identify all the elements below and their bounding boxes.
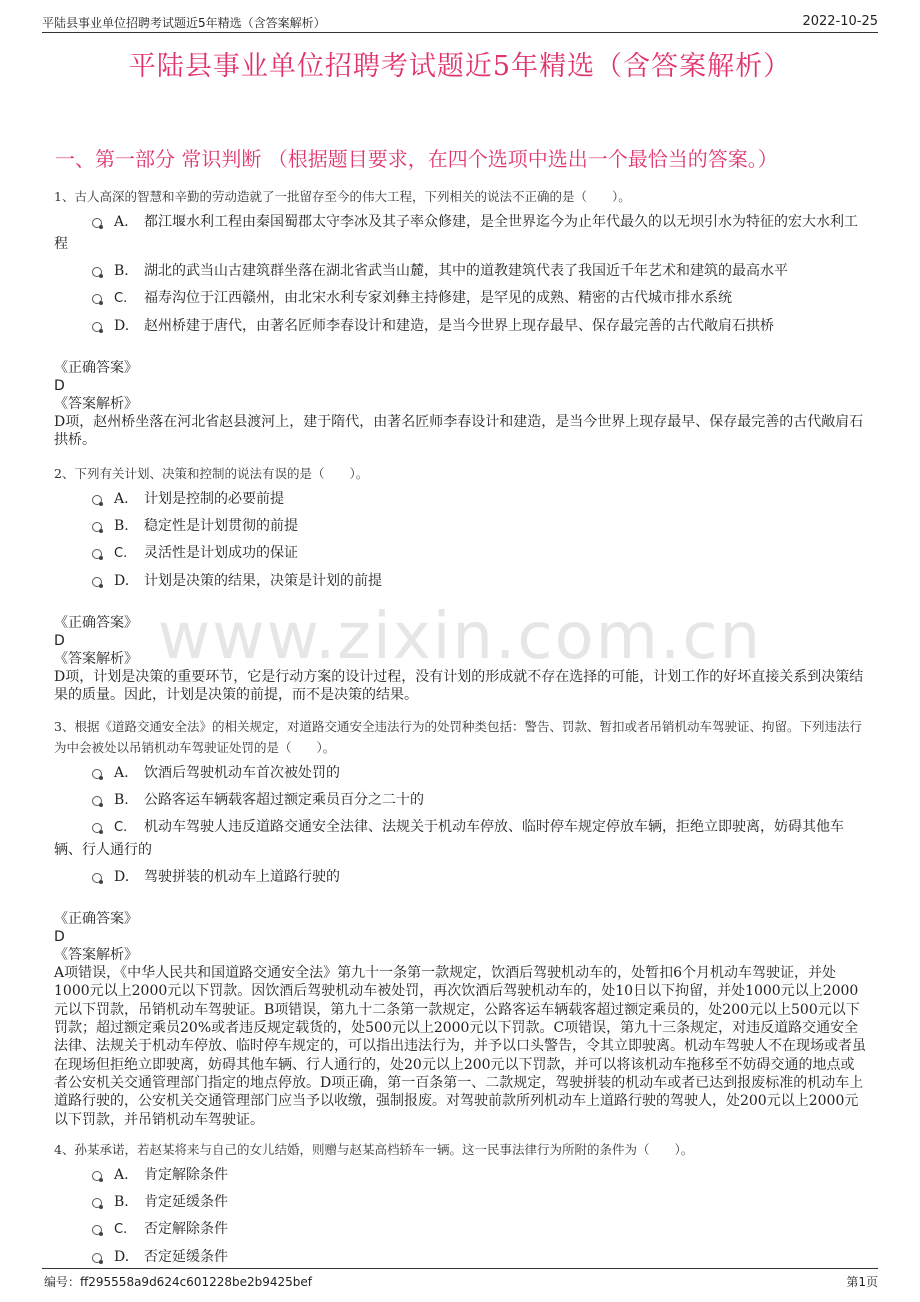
option-text: 否定解除条件 <box>144 1220 228 1237</box>
option-text: 赵州桥建于唐代，由著名匠师李春设计和建造，是当今世界上现存最早、保存最完善的古代敞肩石拱桥 <box>144 318 774 334</box>
option-text: 福寿沟位于江西赣州，由北宋水利专家刘彝主持修建，是罕见的成熟、精密的古代城市排水系统 <box>144 290 732 306</box>
question-2 <box>54 463 866 705</box>
radio-button-icon[interactable] <box>92 1198 102 1208</box>
correct-answer: D <box>54 378 65 394</box>
option-text: 都江堰水利工程由秦国蜀郡太守李冰及其子率众修建，是全世界迄今为止年代最久的以无坝引水为特征的宏大水利工程 <box>54 214 858 252</box>
option-text: 肯定解除条件 <box>144 1166 228 1183</box>
document-code: 编号：ff295558a9d624c601228be2b9425bef <box>44 1275 313 1289</box>
page-footer <box>42 1268 878 1291</box>
answer-block <box>54 910 866 1129</box>
answer-explanation: D项，赵州桥坐落在河北省赵县渡河上，建于隋代，由著名匠师李春设计和建造，是当今世界上现存最早、保存最完善的古代敞肩石拱桥。 <box>54 414 864 449</box>
option-letter: D. <box>114 318 130 334</box>
option-d[interactable] <box>54 315 866 337</box>
header-date: 2022-10-25 <box>802 14 878 29</box>
option-letter: D. <box>114 1248 130 1265</box>
option-b[interactable] <box>54 515 866 537</box>
option-text: 驾驶拼装的机动车上道路行驶的 <box>144 869 340 886</box>
option-text: 灵活性是计划成功的保证 <box>144 544 298 561</box>
radio-button-icon[interactable] <box>92 1253 102 1263</box>
radio-button-icon[interactable] <box>92 796 102 806</box>
option-b[interactable] <box>54 789 866 811</box>
option-text: 湖北的武当山古建筑群坐落在湖北省武当山麓，其中的道教建筑代表了我国近千年艺术和建筑的最高水平 <box>144 263 788 279</box>
option-text: 机动车驾驶人违反道路交通安全法律、法规关于机动车停放、临时停车规定停放车辆，拒绝立即驶离，妨碍其他车辆、行人通行的 <box>54 819 844 859</box>
analysis-label: 《答案解析》 <box>54 947 138 964</box>
option-c[interactable] <box>54 287 866 310</box>
radio-button-icon[interactable] <box>92 267 102 277</box>
option-a[interactable] <box>54 1164 866 1186</box>
option-letter: A. <box>114 214 129 230</box>
option-a[interactable] <box>54 488 866 510</box>
answer-label: 《正确答案》 <box>54 360 138 376</box>
option-text: 计划是决策的结果，决策是计划的前提 <box>144 572 382 589</box>
question-3 <box>54 716 866 1129</box>
answer-label: 《正确答案》 <box>54 911 138 928</box>
option-d[interactable] <box>54 866 866 888</box>
radio-button-icon[interactable] <box>92 522 102 532</box>
answer-block <box>54 359 866 450</box>
option-letter: B. <box>114 1193 129 1210</box>
analysis-label: 《答案解析》 <box>54 396 138 412</box>
page-header <box>42 10 878 33</box>
option-letter: B. <box>114 263 129 279</box>
option-letter: B. <box>114 792 129 809</box>
option-letter: C. <box>114 545 128 561</box>
radio-button-icon[interactable] <box>92 769 102 779</box>
option-text: 公路客运车辆载客超过额定乘员百分之二十的 <box>144 792 424 809</box>
correct-answer: D <box>54 929 65 946</box>
question-1 <box>54 186 866 450</box>
option-letter: A. <box>114 765 129 782</box>
answer-explanation: A项错误，《中华人民共和国道路交通安全法》第九十一条第一款规定，饮酒后驾驶机动车的，处暂扣6个月机动车驾驶证，并处1000元以上2000元以下罚款。因饮酒后驾驶机动车被处罚，再次饮酒后驾驶机动车的，处10日以下拘留，并处1000元以上2000元以下罚款，吊销机动车驾驶证。B项错误，第九十二条第一款规定，公路客运车辆载客超过额定乘员的，处200元以上500元以下罚款；超过额定乘员20%或者违反规定载货的，处500元以上2000元以下罚款。C项错误，第九十三条规定，对违反道路交通安全法律、法规关于机动车停放、临时停车规定的，可以指出违法行为，并予以口头警告，令其立即驶离。机动车驾驶人不在现场或者虽在现场但拒绝立即驶离，妨碍其他车辆、行人通行的，处20元以上200元以下罚款，并可以将该机动车拖移至不妨碍交通的地点或者公安机关交通管理部门指定的地点停放。D项正确，第一百条第一、二款规定，驾驶拼装的机动车或者已达到报废标准的机动车上道路行驶的，公安机关交通管理部门应当予以收缴，强制报废。对驾驶前款所列机动车上道路行驶的驾驶人，处200元以上2000元以下罚款，并吊销机动车驾驶证。 <box>54 965 866 1128</box>
radio-button-icon[interactable] <box>92 549 102 559</box>
option-letter: A. <box>114 490 129 507</box>
answer-label: 《正确答案》 <box>54 614 138 631</box>
option-letter: D. <box>114 869 130 886</box>
option-letter: C. <box>114 1221 128 1237</box>
option-c[interactable] <box>54 1218 866 1241</box>
radio-button-icon[interactable] <box>92 218 102 228</box>
option-letter: D. <box>114 572 130 589</box>
radio-button-icon[interactable] <box>92 322 102 332</box>
option-letter: A. <box>114 1166 129 1183</box>
option-text: 肯定延缓条件 <box>144 1193 228 1210</box>
correct-answer: D <box>54 632 65 649</box>
radio-button-icon[interactable] <box>92 294 102 304</box>
option-text: 否定延缓条件 <box>144 1248 228 1265</box>
option-letter: B. <box>114 517 129 534</box>
analysis-label: 《答案解析》 <box>54 650 138 667</box>
document-title: 平陆县事业单位招聘考试题近5年精选（含答案解析） <box>128 51 792 82</box>
question-list <box>54 186 866 1273</box>
option-c[interactable] <box>54 816 866 861</box>
option-letter: C. <box>114 820 128 836</box>
question-stem: 1、古人高深的智慧和辛勤的劳动造就了一批留存至今的伟大工程，下列相关的说法不正确的是（ ）。 <box>54 189 631 204</box>
option-b[interactable] <box>54 260 866 282</box>
radio-button-icon[interactable] <box>92 823 102 833</box>
radio-button-icon[interactable] <box>92 873 102 883</box>
answer-explanation: D项，计划是决策的重要环节，它是行动方案的设计过程，没有计划的形成就不存在选择的可能，计划工作的好坏直接关系到决策结果的质量。因此，计划是决策的前提，而不是决策的结果。 <box>54 668 864 703</box>
question-4 <box>54 1139 866 1268</box>
radio-button-icon[interactable] <box>92 495 102 505</box>
radio-button-icon[interactable] <box>92 1225 102 1235</box>
question-stem: 2、下列有关计划、决策和控制的说法有误的是（ ）。 <box>54 465 369 481</box>
page-number: 第1页 <box>846 1275 878 1289</box>
option-text: 饮酒后驾驶机动车首次被处罚的 <box>144 765 340 782</box>
question-stem: 3、根据《道路交通安全法》的相关规定，对道路交通安全违法行为的处罚种类包括：警告、罚款、暂扣或者吊销机动车驾驶证、拘留。下列违法行为中会被处以吊销机动车驾驶证处罚的是（ ）。 <box>54 719 862 756</box>
answer-block <box>54 614 866 705</box>
option-a[interactable] <box>54 211 866 255</box>
section-heading: 一、第一部分 常识判断 （根据题目要求，在四个选项中选出一个最恰当的答案。） <box>55 147 778 171</box>
watermark: www.zixin.com.cn <box>157 600 763 674</box>
option-b[interactable] <box>54 1191 866 1213</box>
option-a[interactable] <box>54 762 866 784</box>
option-d[interactable] <box>54 570 866 592</box>
option-d[interactable] <box>54 1246 866 1268</box>
question-stem: 4、孙某承诺，若赵某将来与自己的女儿结婚，则赠与赵某高档轿车一辆。这一民事法律行为所附的条件为（ ）。 <box>54 1141 694 1157</box>
option-letter: C. <box>114 291 128 306</box>
radio-button-icon[interactable] <box>92 1171 102 1181</box>
radio-button-icon[interactable] <box>92 577 102 587</box>
option-text: 稳定性是计划贯彻的前提 <box>144 517 298 534</box>
header-title: 平陆县事业单位招聘考试题近5年精选（含答案解析） <box>42 16 326 30</box>
option-c[interactable] <box>54 542 866 565</box>
option-text: 计划是控制的必要前提 <box>144 490 284 507</box>
